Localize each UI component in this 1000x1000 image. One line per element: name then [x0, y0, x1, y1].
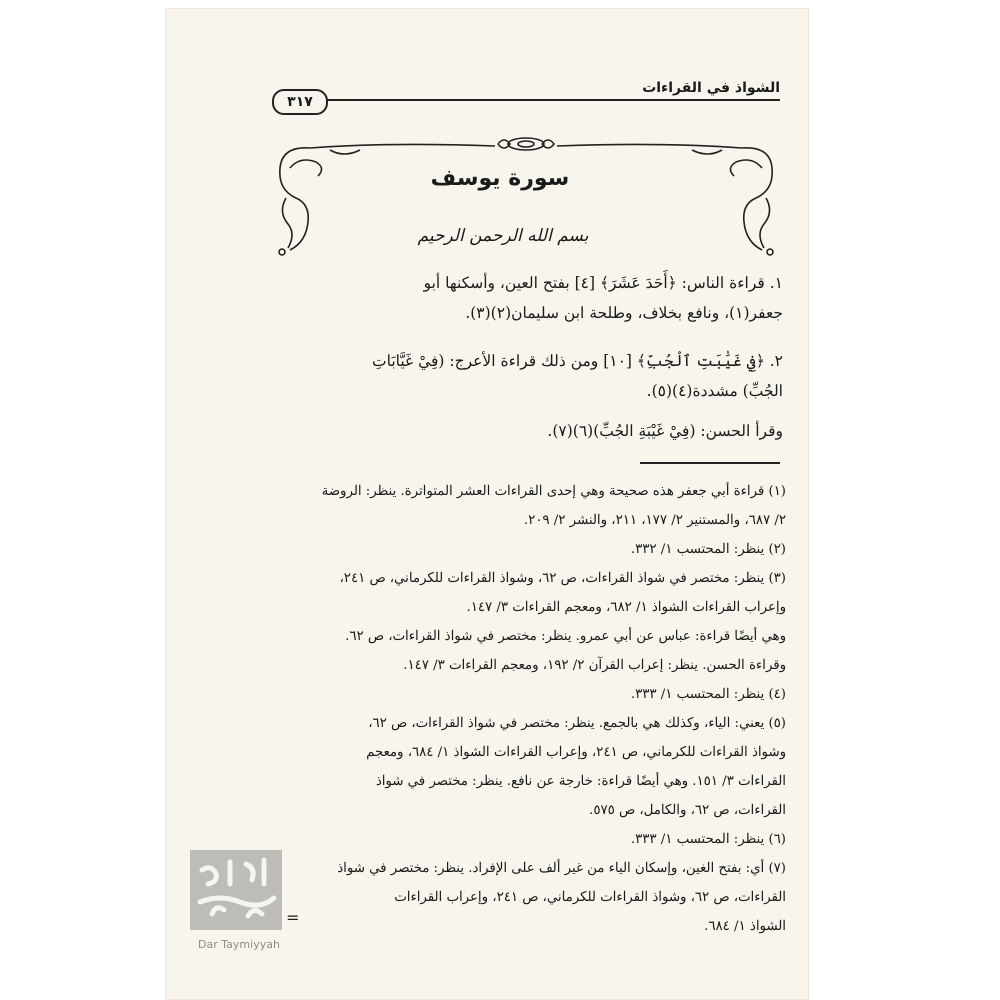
running-header-title: الشواذ في القراءات [642, 80, 780, 96]
footnote-line: وشواذ القراءات للكرماني، ص ٢٤١، وإعراب القراءات الشواذ ١/ ٦٨٤، ومعجم [366, 745, 786, 760]
header-rule [322, 99, 780, 101]
continuation-mark: = [286, 908, 300, 927]
footnote-line: القراءات ٣/ ١٥١. وهي أيضًا قراءة: خارجة عن نافع. ينظر: مختصر في شواذ [375, 774, 786, 789]
body-line: وقرأ الحسن: (فِيْ غَيْبَةِ الجُبِّ)(٦)(٧). [547, 422, 783, 440]
footnote-line: وإعراب القراءات الشواذ ١/ ٦٨٢، ومعجم القراءات ٣/ ١٤٧. [466, 600, 786, 615]
footnote-line: (٣) ينظر: مختصر في شواذ القراءات، ص ٦٢، وشواذ القراءات للكرماني، ص ٢٤١، [339, 571, 786, 586]
footnote-line: وقراءة الحسن. ينظر: إعراب القرآن ٢/ ١٩٢، ومعجم القراءات ٣/ ١٤٧. [403, 658, 786, 673]
footnote-line: القراءات، ص ٦٢، والكامل، ص ٥٧٥. [589, 803, 786, 818]
body-line: الجُبِّ) مشددة(٤)(٥). [646, 382, 783, 400]
footnote-line: (٧) أي: بفتح الغين، وإسكان الياء من غير ألف على الإفراد. ينظر: مختصر في شواذ [337, 861, 786, 876]
publisher-caption: Dar Taymiyyah [198, 938, 280, 951]
footnote-line: وهي أيضًا قراءة: عباس عن أبي عمرو. ينظر: مختصر في شواذ القراءات، ص ٦٢. [345, 629, 786, 644]
body-line: ٢. ﴿فِي غَيَٰبَتِ ٱلْجُبِّ﴾ [١٠] ومن ذلك قراءة الأعرج: (فِيْ غَيَّابَاتِ [372, 352, 783, 370]
footnote-separator [640, 462, 780, 464]
footnote-line: (٥) يعني: الياء، وكذلك هي بالجمع. ينظر: مختصر في شواذ القراءات، ص ٦٢، [368, 716, 786, 731]
basmala: بسم الله الرحمن الرحيم [417, 226, 589, 246]
footnote-line: القراءات، ص ٦٢، وشواذ القراءات للكرماني، ص ٢٤١، وإعراب القراءات [394, 890, 786, 905]
footnote-line: (٤) ينظر: المحتسب ١/ ٣٣٣. [630, 687, 786, 702]
body-line: جعفر(١)، ونافع بخلاف، وطلحة ابن سليمان(٢)(٣). [465, 304, 783, 322]
footnote-line: (٦) ينظر: المحتسب ١/ ٣٣٣. [630, 832, 786, 847]
page-number: ٣١٧ [272, 89, 328, 115]
publisher-logo [190, 850, 282, 930]
footnote-line: (١) قراءة أبي جعفر هذه صحيحة وهي إحدى القراءات العشر المتواترة. ينظر: الروضة [321, 484, 786, 499]
footnote-line: (٢) ينظر: المحتسب ١/ ٣٣٢. [630, 542, 786, 557]
footnote-line: ٢/ ٦٨٧، والمستنير ٢/ ١٧٧، ٢١١، والنشر ٢/ ٢٠٩. [523, 513, 786, 528]
logo-calligraphy-icon [190, 850, 282, 930]
surah-title: سورة يوسف [430, 166, 570, 191]
body-line: ١. قراءة الناس: ﴿أَحَدَ عَشَرَ﴾ [٤] بفتح العين، وأسكنها أبو [423, 274, 783, 292]
footnote-line: الشواذ ١/ ٦٨٤. [704, 919, 786, 934]
